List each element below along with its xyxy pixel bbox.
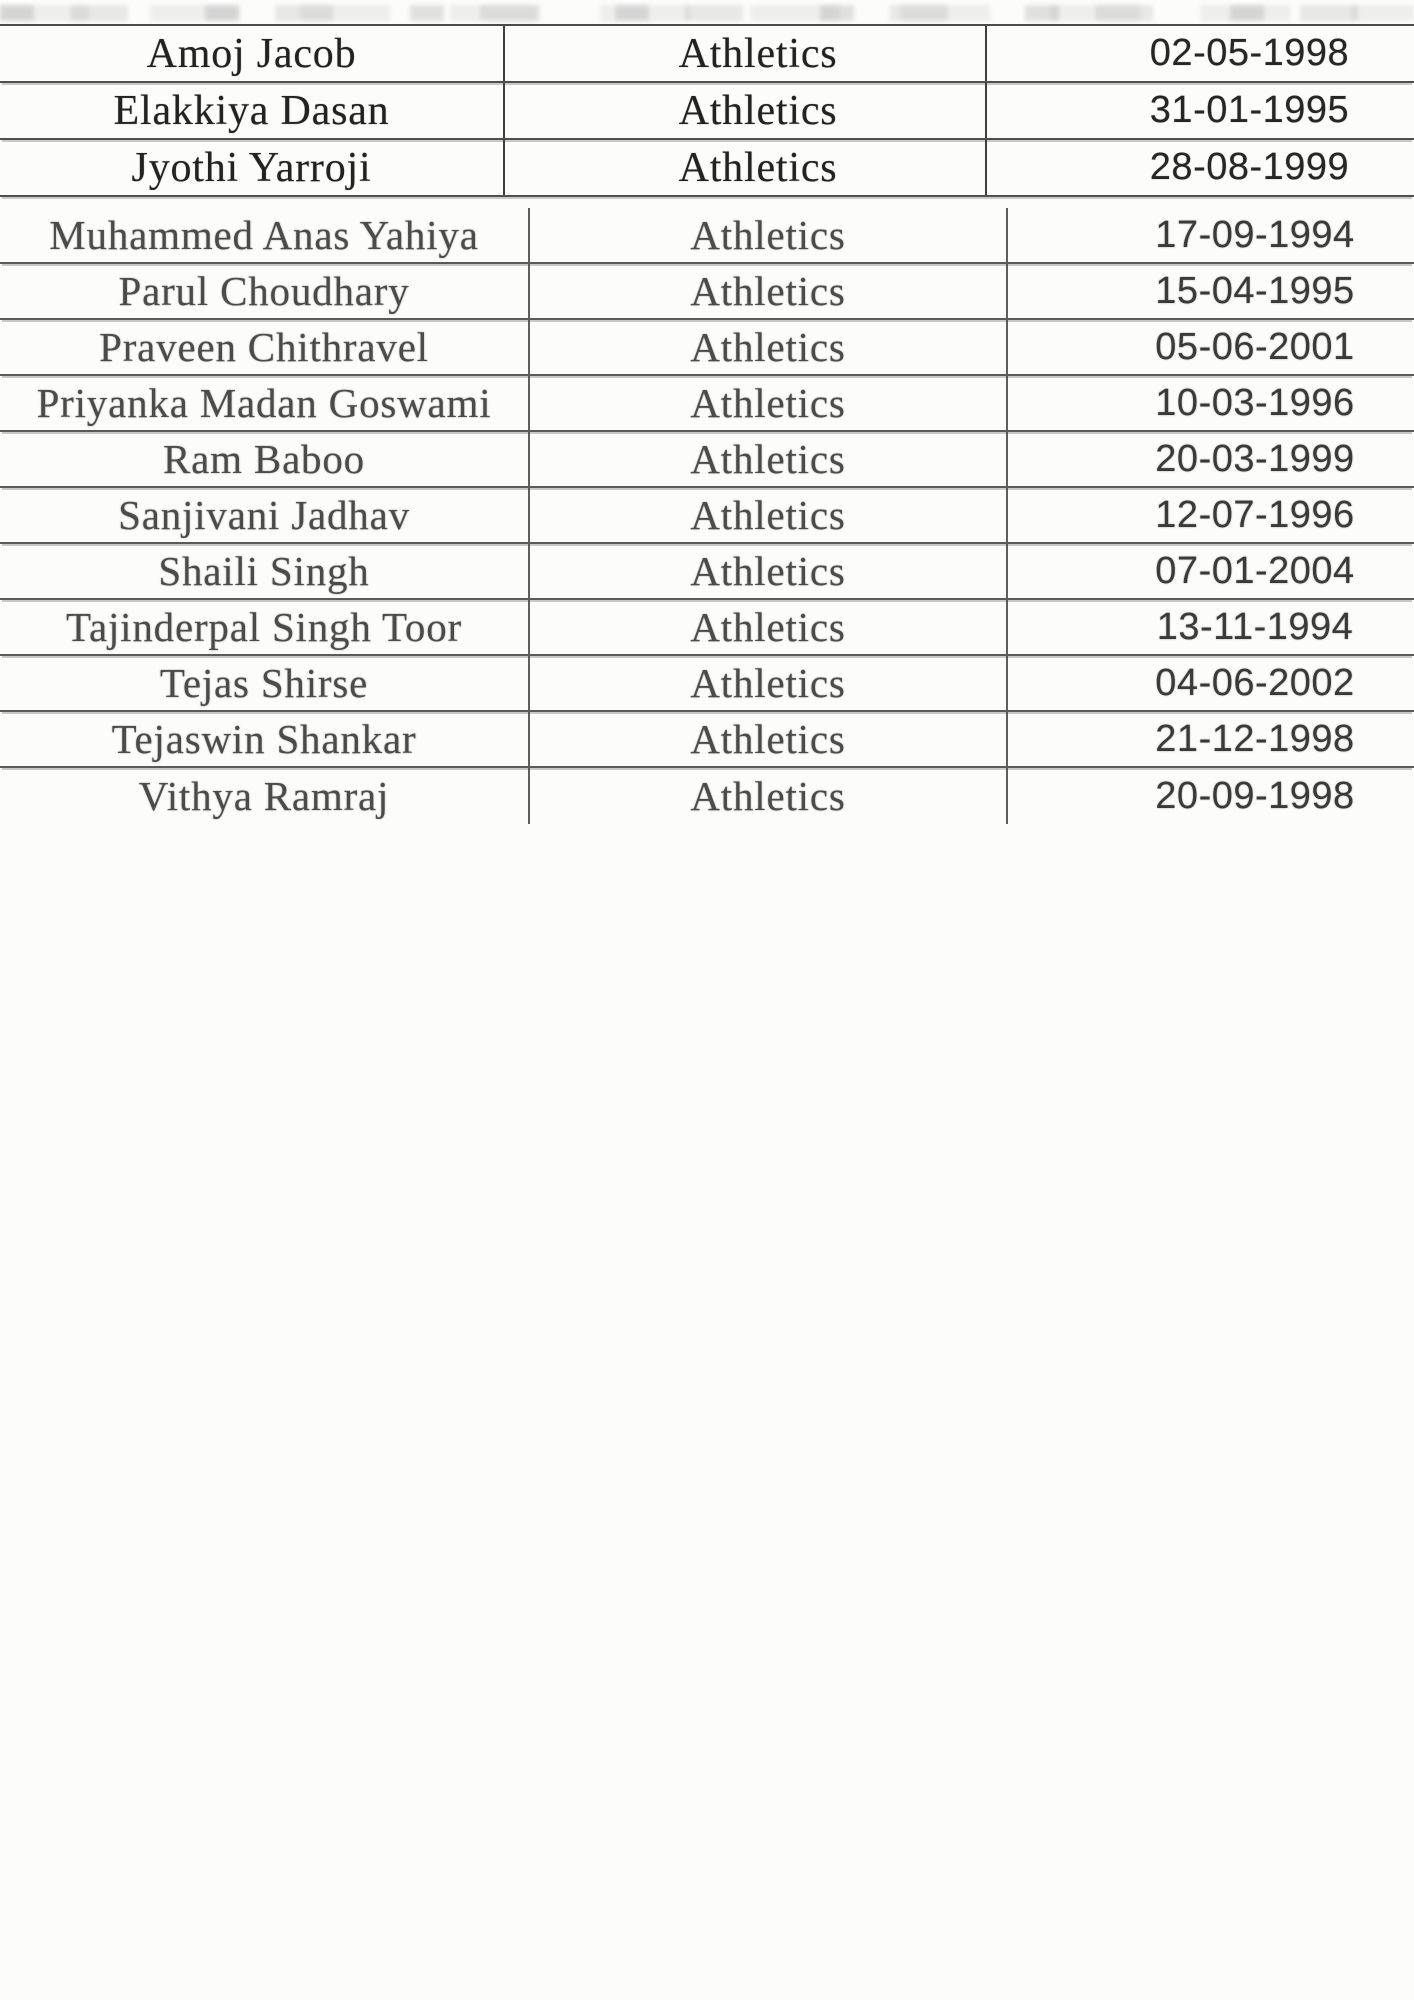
sport-cell: Athletics (505, 26, 987, 81)
date-of-birth-cell: 05-06-2001 (1155, 325, 1355, 368)
sport-cell: Athletics (505, 140, 987, 195)
athlete-name-cell: Parul Choudhary (0, 264, 530, 318)
athlete-name-cell: Jyothi Yarroji (0, 140, 505, 195)
athlete-name-cell: Amoj Jacob (0, 26, 505, 81)
table-row (0, 376, 1414, 432)
athlete-name-cell: Muhammed Anas Yahiya (0, 208, 530, 262)
date-of-birth-cell: 15-04-1995 (1155, 269, 1355, 312)
athlete-name-cell: Tajinderpal Singh Toor (0, 600, 530, 654)
athlete-name-cell: Tejas Shirse (0, 656, 530, 710)
table-segment-gap (0, 197, 1414, 208)
sport-cell: Athletics (530, 656, 1008, 710)
table-row (0, 208, 1414, 264)
table-row (0, 83, 1414, 140)
table-segment-a (0, 24, 1414, 197)
sport-cell: Athletics (530, 376, 1008, 430)
date-of-birth-cell: 13-11-1994 (1156, 605, 1354, 648)
table-row (0, 264, 1414, 320)
table-row (0, 768, 1414, 824)
sport-cell: Athletics (530, 264, 1008, 318)
date-of-birth-cell: 07-01-2004 (1155, 549, 1355, 592)
date-of-birth-cell: 17-09-1994 (1155, 213, 1355, 256)
table-row (0, 544, 1414, 600)
table-row (0, 140, 1414, 197)
table-segment-b (0, 208, 1414, 824)
date-of-birth-cell: 21-12-1998 (1155, 717, 1355, 760)
scan-artifact-strip (0, 5, 1414, 21)
sport-cell: Athletics (530, 544, 1008, 598)
date-of-birth-cell: 12-07-1996 (1155, 493, 1355, 536)
date-of-birth-cell: 10-03-1996 (1155, 381, 1355, 424)
athlete-name-cell: Priyanka Madan Goswami (0, 376, 530, 430)
sport-cell: Athletics (530, 768, 1008, 824)
athletes-table (0, 24, 1414, 824)
sport-cell: Athletics (530, 712, 1008, 766)
table-row (0, 432, 1414, 488)
table-row (0, 600, 1414, 656)
table-row (0, 488, 1414, 544)
table-row (0, 26, 1414, 83)
sport-cell: Athletics (530, 600, 1008, 654)
sport-cell: Athletics (530, 208, 1008, 262)
table-row (0, 712, 1414, 768)
athlete-name-cell: Tejaswin Shankar (0, 712, 530, 766)
date-of-birth-cell: 20-09-1998 (1155, 774, 1355, 817)
athlete-name-cell: Ram Baboo (0, 432, 530, 486)
sport-cell: Athletics (530, 432, 1008, 486)
table-row (0, 656, 1414, 712)
table-row (0, 320, 1414, 376)
date-of-birth-cell: 02-05-1998 (1149, 32, 1350, 74)
date-of-birth-cell: 28-08-1999 (1149, 146, 1350, 188)
athlete-name-cell: Praveen Chithravel (0, 320, 530, 374)
athlete-name-cell: Elakkiya Dasan (0, 83, 505, 138)
sport-cell: Athletics (530, 320, 1008, 374)
athlete-name-cell: Sanjivani Jadhav (0, 488, 530, 542)
athlete-name-cell: Shaili Singh (0, 544, 530, 598)
athlete-name-cell: Vithya Ramraj (0, 768, 530, 824)
date-of-birth-cell: 04-06-2002 (1155, 661, 1355, 704)
sport-cell: Athletics (505, 83, 987, 138)
date-of-birth-cell: 31-01-1995 (1149, 89, 1350, 131)
sport-cell: Athletics (530, 488, 1008, 542)
date-of-birth-cell: 20-03-1999 (1155, 437, 1355, 480)
